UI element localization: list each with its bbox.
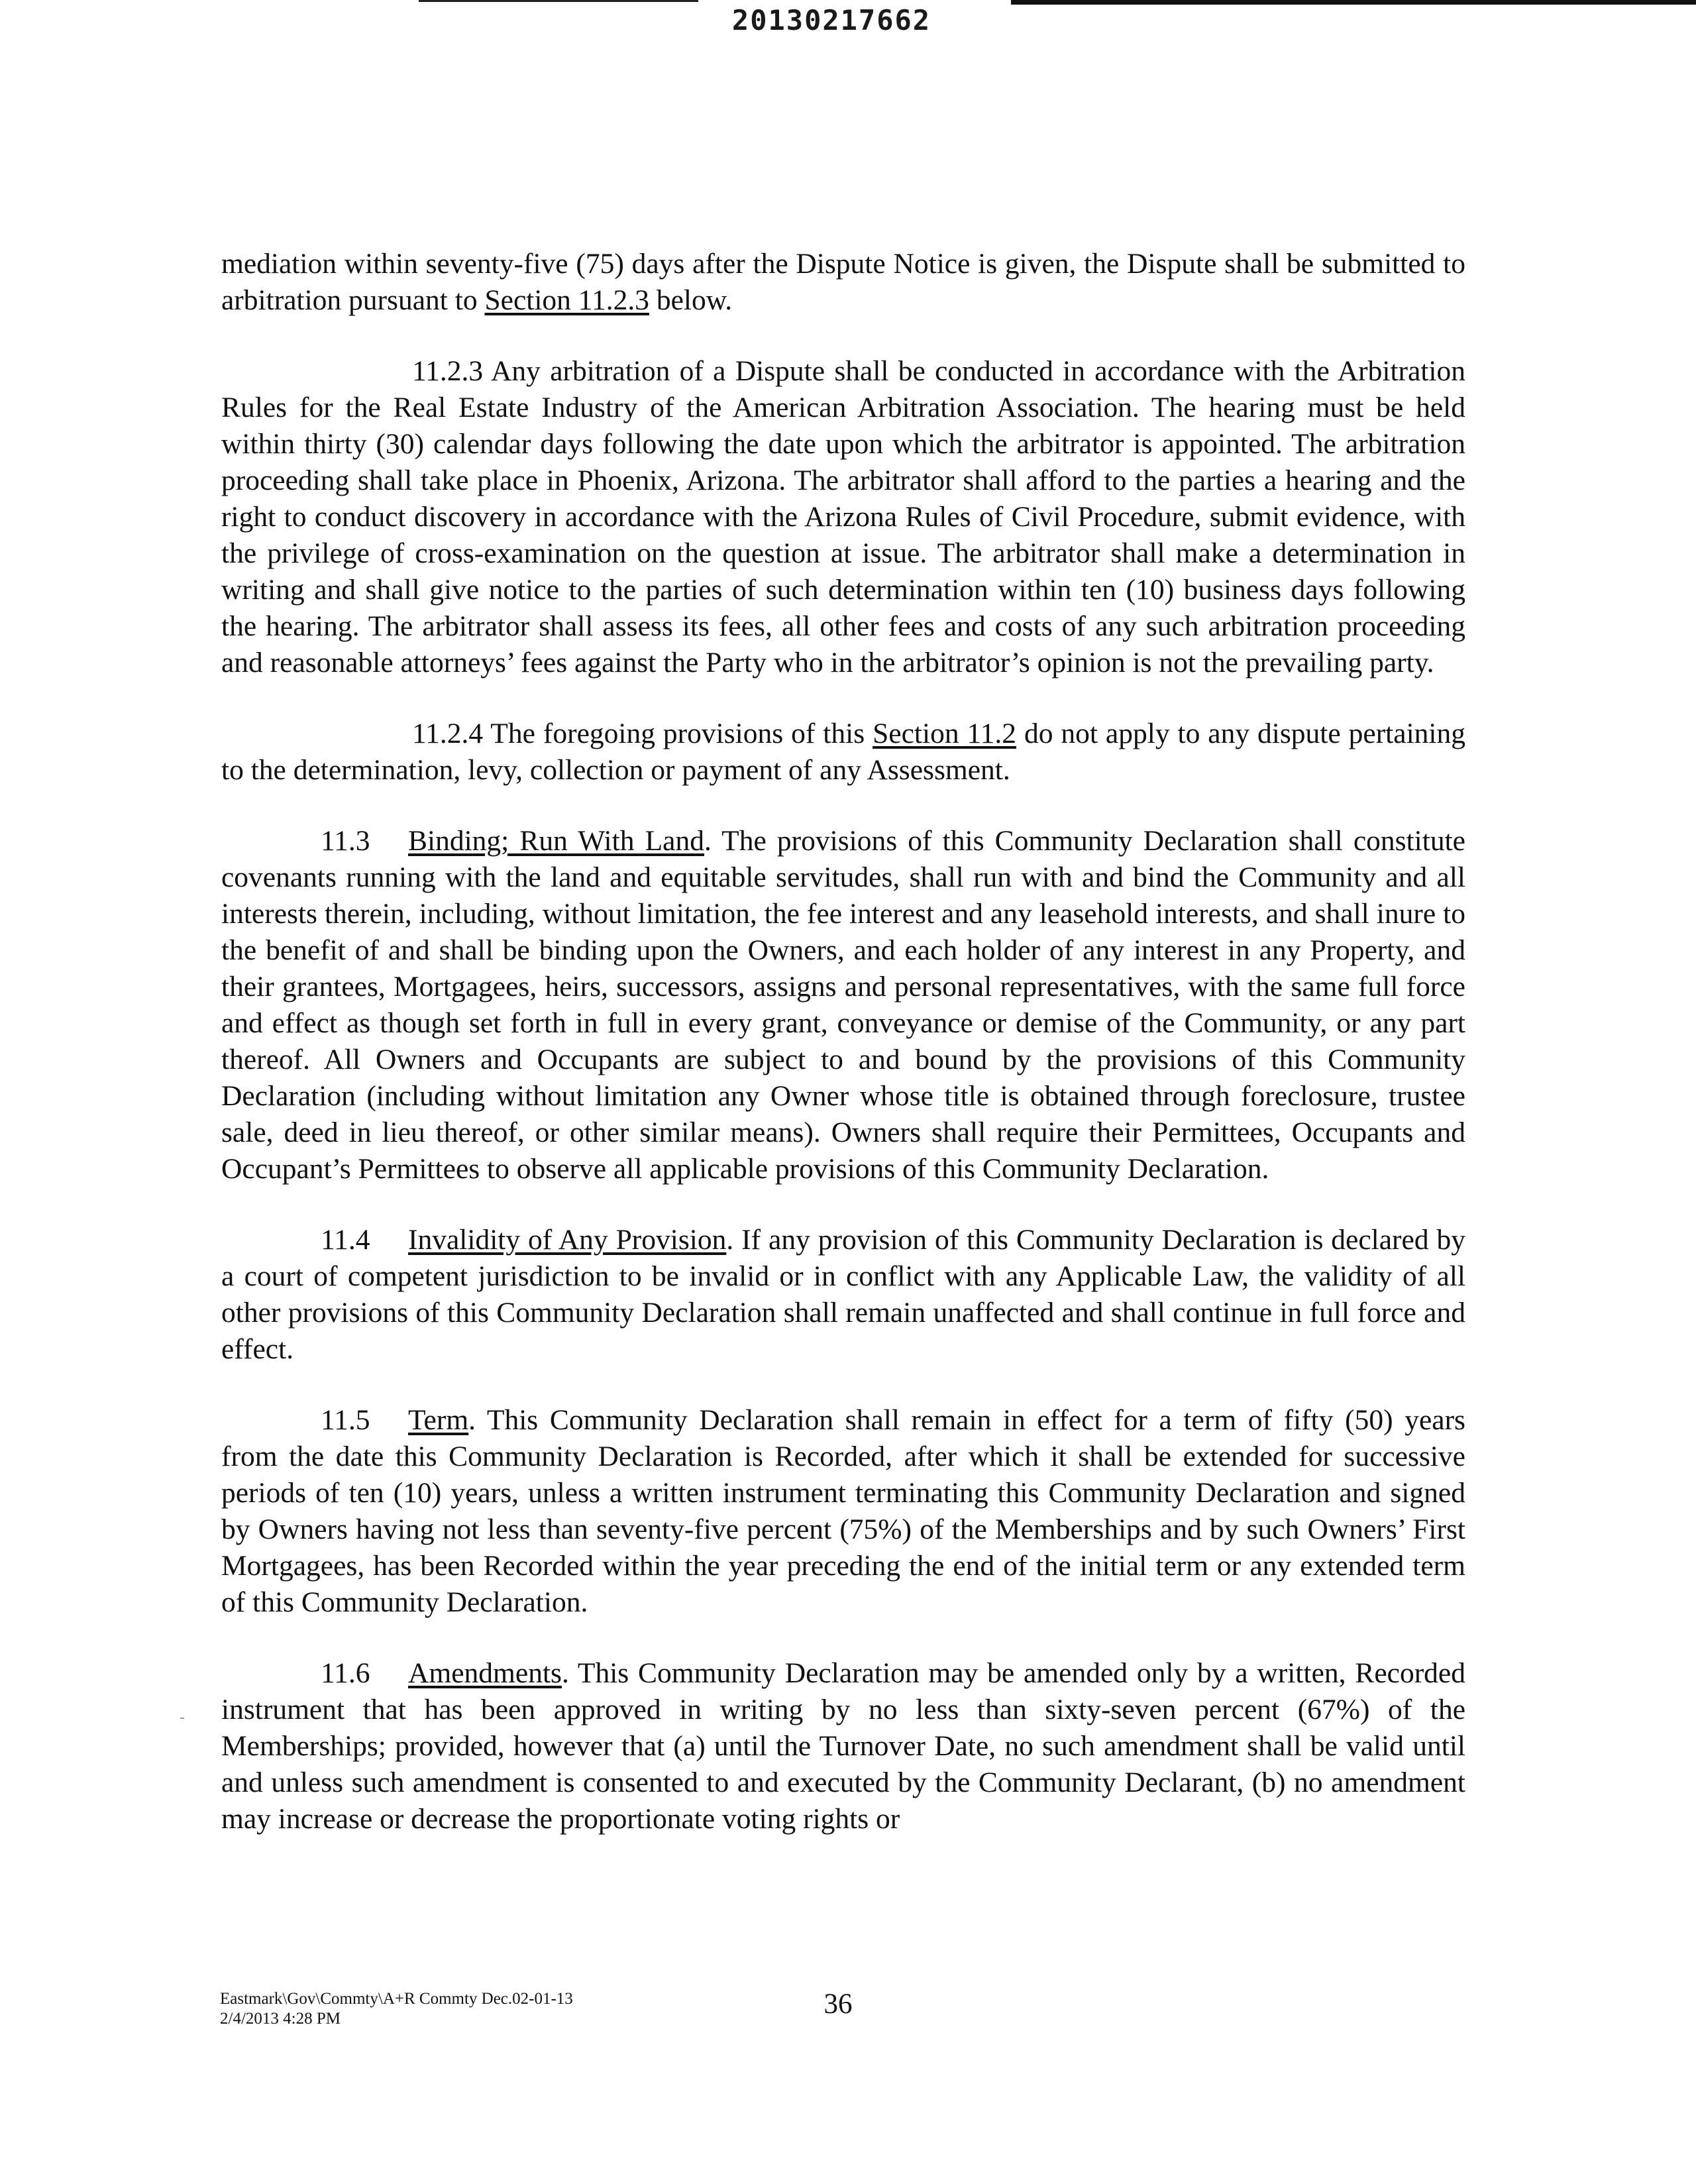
section-number: 11.6 bbox=[321, 1657, 370, 1689]
paragraph-11-6 bbox=[221, 1655, 1465, 1837]
paragraph-text: . This Community Declaration may be amended only by a written, Recorded instrument that has been approved in writing by no less than sixty-seven percent (67%) of the Memberships; provided, however that (a) until the Turnover Date, no such amendment shall be valid until and unless such amendment is consented to and executed by the Community Declarant, (b) no amendment may increase or decrease the proportionate voting rights or bbox=[221, 1657, 1465, 1835]
section-number: 11.2.4 bbox=[412, 718, 484, 749]
paragraph-continuation bbox=[221, 246, 1465, 319]
paragraph-11-2-3 bbox=[221, 353, 1465, 681]
footer-file-path: Eastmark\Gov\Commty\A+R Commty Dec.02-01-13 bbox=[220, 1990, 573, 2008]
section-title: Amendments bbox=[408, 1657, 562, 1689]
paragraph-text: mediation within seventy-five (75) days after the Dispute Notice is given, the Dispute shall be submitted to arbitration pursuant to bbox=[221, 248, 1465, 316]
section-title: Invalidity of Any Provision bbox=[408, 1224, 727, 1256]
paragraph-11-3 bbox=[221, 823, 1465, 1187]
top-rule-left bbox=[419, 0, 698, 2]
paragraph-11-5 bbox=[221, 1402, 1465, 1621]
scan-mark bbox=[180, 1718, 184, 1719]
section-title: Term bbox=[408, 1404, 469, 1436]
section-number: 11.5 bbox=[321, 1404, 370, 1436]
footer-timestamp: 2/4/2013 4:28 PM bbox=[220, 2010, 341, 2028]
paragraph-11-4 bbox=[221, 1222, 1465, 1368]
paragraph-text: do not apply to any dispute pertaining to the determination, levy, collection or payment of any Assessment. bbox=[221, 718, 1465, 786]
section-number: 11.4 bbox=[321, 1224, 370, 1256]
document-body bbox=[221, 246, 1465, 1872]
paragraph-text: Any arbitration of a Dispute shall be conducted in accordance with the Arbitration Rules for the Real Estate Industry of the American Arbitration Association. The hearing must be held within thirty (30) calendar days following the date upon which the arbitrator is appointed. The arbitration proceeding shall take place in Phoenix, Arizona. The arbitrator shall afford to the parties a hearing and the right to conduct discovery in accordance with the Arizona Rules of Civil Procedure, submit evidence, with the privilege of cross-examination on the question at issue. The arbitrator shall make a determination in writing and shall give notice to the parties of such determination within ten (10) business days following the hearing. The arbitrator shall assess its fees, all other fees and costs of any such arbitration proceeding and reasonable attorneys’ fees against the Party who in the arbitrator’s opinion is not the prevailing party. bbox=[221, 355, 1465, 679]
paragraph-text: . The provisions of this Community Declaration shall constitute covenants running with the land and equitable servitudes, shall run with and bind the Community and all interests therein, including, without limitation, the fee interest and any leasehold interests, and shall inure to the benefit of and shall be binding upon the Owners, and each holder of any interest in any Property, and their grantees, Mortgagees, heirs, successors, assigns and personal representatives, with the same full force and effect as though set forth in full in every grant, conveyance or demise of the Community, or any part thereof. All Owners and Occupants are subject to and bound by the provisions of this Community Declaration (including without limitation any Owner whose title is obtained through foreclosure, trustee sale, deed in lieu thereof, or other similar means). Owners shall require their Permittees, Occupants and Occupant’s Permittees to observe all applicable provisions of this Community Declaration. bbox=[221, 825, 1465, 1185]
section-number: 11.3 bbox=[321, 825, 370, 857]
paragraph-text: The foregoing provisions of this bbox=[483, 718, 873, 749]
recording-number: 20130217662 bbox=[731, 4, 931, 36]
footer-file-info bbox=[220, 1989, 573, 2029]
paragraph-11-2-4 bbox=[221, 716, 1465, 789]
section-number: 11.2.3 bbox=[412, 355, 484, 387]
paragraph-text: below. bbox=[649, 284, 733, 316]
page-number: 36 bbox=[823, 1989, 853, 2020]
paragraph-text: . This Community Declaration shall remain in effect for a term of fifty (50) years from the date this Community Declaration is Recorded, after which it shall be extended for successive periods of ten (10) years, unless a written instrument terminating this Community Declaration and signed by Owners having not less than seventy-five percent (75%) of the Memberships and by such Owners’ First Mortgagees, has been Recorded within the year preceding the end of the initial term or any extended term of this Community Declaration. bbox=[221, 1404, 1465, 1618]
section-reference: Section 11.2 bbox=[873, 718, 1017, 749]
section-title: Binding; Run With Land bbox=[408, 825, 704, 857]
paragraph-text: . If any provision of this Community Declaration is declared by a court of competent jurisdiction to be invalid or in conflict with any Applicable Law, the validity of all other provisions of this Community Declaration shall remain unaffected and shall continue in full force and effect. bbox=[221, 1224, 1465, 1365]
section-reference: Section 11.2.3 bbox=[484, 284, 649, 316]
